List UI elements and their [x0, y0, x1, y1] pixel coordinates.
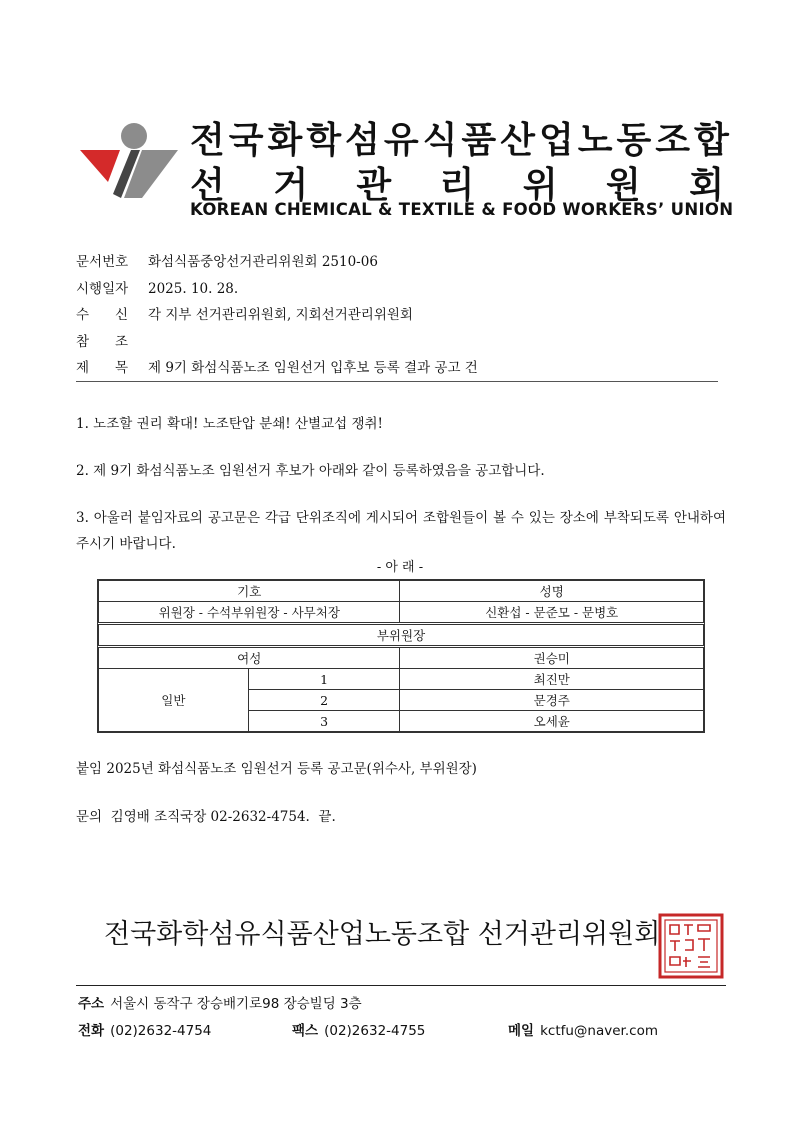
- meta-label: 제 목: [76, 360, 128, 376]
- committee-char: 리: [439, 165, 475, 206]
- below-label: - 아 래 -: [376, 560, 424, 575]
- footer-email: [508, 1019, 658, 1039]
- footer-fax: [292, 1019, 425, 1039]
- committee-char: 원: [606, 165, 641, 206]
- meta-divider: [76, 381, 718, 382]
- table-cell-name: 오세윤: [400, 711, 704, 732]
- table-cell-general-label: 일반: [99, 669, 249, 732]
- official-seal: [658, 913, 724, 979]
- table-cell-female-label: 여성: [99, 647, 400, 669]
- table-cell-number: 2: [248, 690, 400, 711]
- table-row: [99, 647, 704, 669]
- table-cell-name: 문경주: [400, 690, 704, 711]
- footer-address: [78, 992, 362, 1012]
- phone-label: 전화: [78, 1023, 105, 1039]
- committee-char: 관: [356, 165, 392, 206]
- table-header-row: [99, 581, 704, 602]
- committee-char: 위: [522, 165, 558, 206]
- meta-value: 화섬식품중앙선거관리위원회 2510-06: [148, 254, 378, 270]
- table-cell-positions: 위원장 - 수석부위원장 - 사무처장: [99, 602, 400, 624]
- table-cell-female-name: 권승미: [400, 647, 704, 669]
- table-cell-number: 1: [248, 669, 400, 690]
- inquiry-line: 문의 김영배 조직국장 02-2632-4754. 끝.: [76, 809, 336, 825]
- paragraph-2: 2. 제 9기 화섬식품노조 임원선거 후보가 아래와 같이 등록하였음을 공고합니다.: [76, 463, 545, 479]
- table-header-name: 성명: [400, 581, 704, 602]
- meta-value: 각 지부 선거관리위원회, 지회선거관리위원회: [148, 307, 413, 323]
- meta-label: 수 신: [76, 307, 128, 323]
- table-cell-name: 최진만: [400, 669, 704, 690]
- fax-label: 팩스: [292, 1023, 319, 1039]
- address-label: 주소: [78, 996, 105, 1012]
- meta-date: [76, 277, 238, 297]
- paragraph-3: 3. 아울러 붙임자료의 공고문은 각급 단위조직에 게시되어 조합원들이 볼 수 있는 장소에 부착되도록 안내하여 주시기 바랍니다.: [76, 510, 726, 552]
- email-label: 메일: [508, 1023, 535, 1039]
- address-value: 서울시 동작구 장승배기로98 장승빌딩 3층: [110, 996, 362, 1012]
- logo-gray-circle: [121, 123, 147, 149]
- union-logo: [80, 120, 180, 200]
- table-cell-number: 3: [248, 711, 400, 732]
- meta-label: 참 조: [76, 334, 128, 350]
- committee-char: 회: [689, 165, 724, 206]
- meta-recipient: [76, 303, 413, 323]
- meta-subject: [76, 356, 478, 376]
- meta-value: 2025. 10. 28.: [148, 281, 239, 297]
- phone-value: (02)2632-4754: [110, 1023, 212, 1039]
- candidate-table: [97, 579, 705, 733]
- meta-label: 문서번호: [76, 254, 129, 270]
- org-name-english: KOREAN CHEMICAL & TEXTILE & FOOD WORKERS’ UNION: [190, 200, 734, 219]
- committee-char: 거: [273, 165, 308, 206]
- paragraph-1: 1. 노조할 권리 확대! 노조탄압 분쇄! 산별교섭 쟁취!: [76, 416, 383, 432]
- footer-divider: [76, 985, 726, 986]
- attachment-line: 붙임 2025년 화섬식품노조 임원선거 등록 공고문(위수사, 부위원장): [76, 761, 477, 777]
- table-row: [99, 669, 704, 690]
- org-name-korean: 전국화학섬유식품산업노동조합: [190, 120, 733, 161]
- meta-doc-number: [76, 250, 378, 270]
- meta-reference: [76, 330, 148, 350]
- committee-char: 선: [190, 165, 225, 206]
- table-header-symbol: 기호: [99, 581, 400, 602]
- logo-red-wing: [80, 150, 120, 182]
- committee-signature: 전국화학섬유식품산업노동조합 선거관리위원회: [104, 919, 661, 950]
- footer-phone: [78, 1019, 211, 1039]
- email-value: kctfu@naver.com: [540, 1023, 658, 1039]
- fax-value: (02)2632-4755: [324, 1023, 426, 1039]
- table-section-vice-chair: 부위원장: [99, 624, 704, 647]
- table-row: [99, 602, 704, 624]
- table-cell-names: 신환섭 - 문준모 - 문병호: [400, 602, 704, 624]
- table-section-row: [99, 624, 704, 647]
- meta-label: 시행일자: [76, 281, 129, 297]
- meta-value: 제 9기 화섬식품노조 임원선거 입후보 등록 결과 공고 건: [148, 360, 478, 376]
